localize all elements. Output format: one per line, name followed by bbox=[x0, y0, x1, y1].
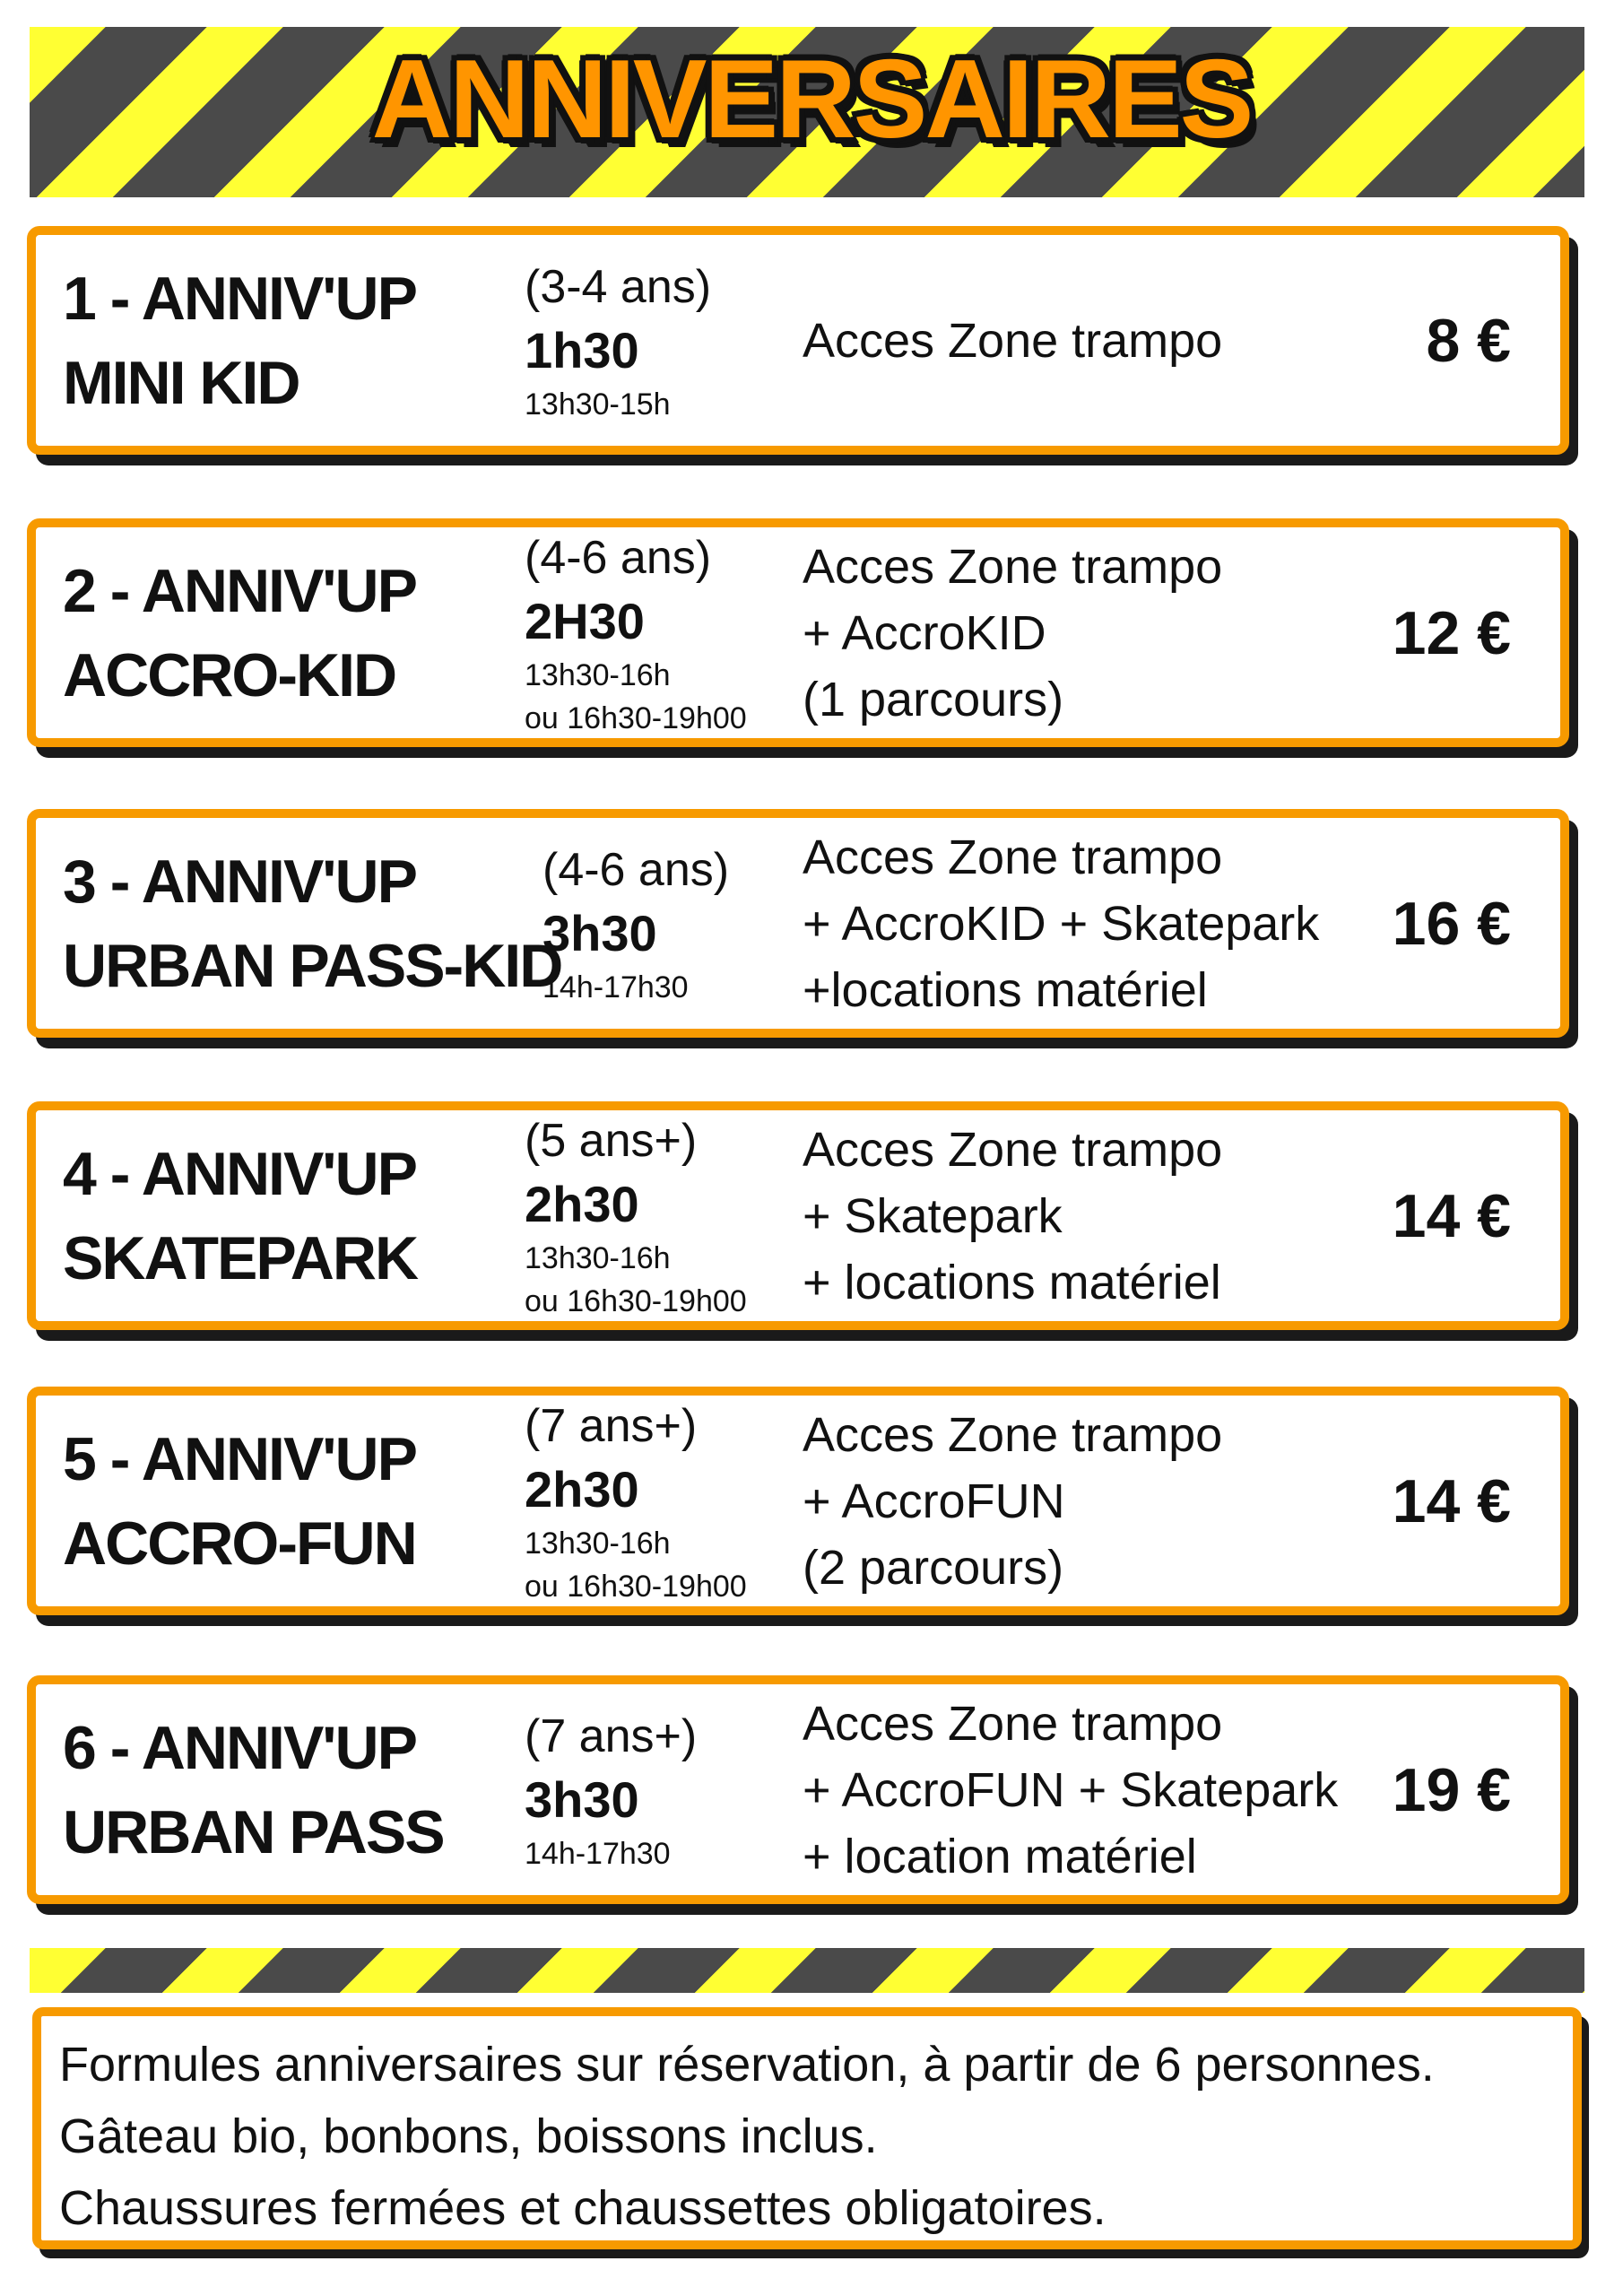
info-requirements: Chaussures fermées et chaussettes obligatoires. bbox=[59, 2181, 1107, 2235]
formule-duration: 3h30 bbox=[525, 1770, 639, 1828]
info-reservation: Formules anniversaires sur réservation, à partir de 6 personnes. bbox=[59, 2038, 1435, 2092]
page-title: ANNIVERSAIRES bbox=[371, 38, 1252, 161]
formule-description: Acces Zone trampo + Skatepark + locations matériel bbox=[803, 1122, 1223, 1309]
formule-card-3 bbox=[27, 809, 1569, 1038]
formule-schedule bbox=[525, 1705, 697, 1875]
formule-schedule bbox=[525, 1109, 747, 1323]
formule-name: 2 - ANNIV'UP ACCRO-KID bbox=[63, 556, 416, 709]
formule-price: 14 € bbox=[1392, 1466, 1511, 1535]
formule-description: Acces Zone trampo + AccroFUN (2 parcours) bbox=[803, 1407, 1223, 1595]
formule-age: (3-4 ans) bbox=[525, 260, 712, 313]
formule-duration: 3h30 bbox=[542, 904, 657, 961]
formule-name: 1 - ANNIV'UP MINI KID bbox=[63, 264, 416, 417]
formule-timeslot: ou 16h30-19h00 bbox=[525, 700, 747, 735]
formule-duration: 2h30 bbox=[525, 1460, 639, 1518]
formule-price: 19 € bbox=[1392, 1755, 1511, 1824]
formule-card-1 bbox=[27, 226, 1569, 455]
formule-card-2 bbox=[27, 518, 1569, 747]
formule-schedule bbox=[525, 526, 747, 740]
formule-price: 16 € bbox=[1392, 889, 1511, 958]
formule-age: (5 ans+) bbox=[525, 1114, 698, 1167]
formule-description: Acces Zone trampo + AccroKID + Skatepark +locations matériel bbox=[803, 830, 1320, 1017]
formule-timeslot: 13h30-15h bbox=[525, 387, 671, 422]
formule-card-5 bbox=[27, 1387, 1569, 1615]
formule-timeslot: 13h30-16h bbox=[525, 1526, 671, 1561]
formule-timeslot: 13h30-16h bbox=[525, 1240, 671, 1275]
formule-name: 5 - ANNIV'UP ACCRO-FUN bbox=[63, 1424, 416, 1578]
formule-duration: 2H30 bbox=[525, 592, 645, 649]
formule-schedule bbox=[525, 1395, 747, 1608]
formule-timeslot: ou 16h30-19h00 bbox=[525, 1569, 747, 1604]
formule-timeslot: 14h-17h30 bbox=[525, 1836, 671, 1871]
formule-description: Acces Zone trampo + AccroFUN + Skatepark + location matériel bbox=[803, 1696, 1339, 1883]
formule-name: 4 - ANNIV'UP SKATEPARK bbox=[63, 1139, 418, 1292]
formule-card-6 bbox=[27, 1675, 1569, 1904]
formule-card-4 bbox=[27, 1101, 1569, 1330]
formule-schedule bbox=[525, 256, 711, 426]
info-included: Gâteau bio, bonbons, boissons inclus. bbox=[59, 2109, 878, 2163]
formule-price: 12 € bbox=[1392, 598, 1511, 667]
info-box bbox=[32, 2007, 1582, 2249]
formule-description: Acces Zone trampo + AccroKID (1 parcours) bbox=[803, 539, 1223, 726]
formule-age: (7 ans+) bbox=[525, 1399, 698, 1452]
formule-price: 8 € bbox=[1426, 306, 1511, 375]
formule-name: 6 - ANNIV'UP URBAN PASS bbox=[63, 1713, 444, 1866]
formule-timeslot: 13h30-16h bbox=[525, 657, 671, 692]
formule-age: (4-6 ans) bbox=[542, 843, 730, 896]
formule-age: (7 ans+) bbox=[525, 1709, 698, 1762]
formule-description: Acces Zone trampo bbox=[803, 313, 1223, 368]
formule-age: (4-6 ans) bbox=[525, 531, 712, 584]
footer-hazard-stripes bbox=[30, 1948, 1584, 1993]
formule-name: 3 - ANNIV'UP URBAN PASS-KID bbox=[63, 847, 562, 1000]
formule-duration: 2h30 bbox=[525, 1175, 639, 1232]
formule-duration: 1h30 bbox=[525, 321, 639, 378]
formule-timeslot: ou 16h30-19h00 bbox=[525, 1283, 747, 1318]
formule-timeslot: 14h-17h30 bbox=[542, 970, 689, 1004]
formule-price: 14 € bbox=[1392, 1181, 1511, 1250]
formule-schedule bbox=[542, 839, 729, 1009]
